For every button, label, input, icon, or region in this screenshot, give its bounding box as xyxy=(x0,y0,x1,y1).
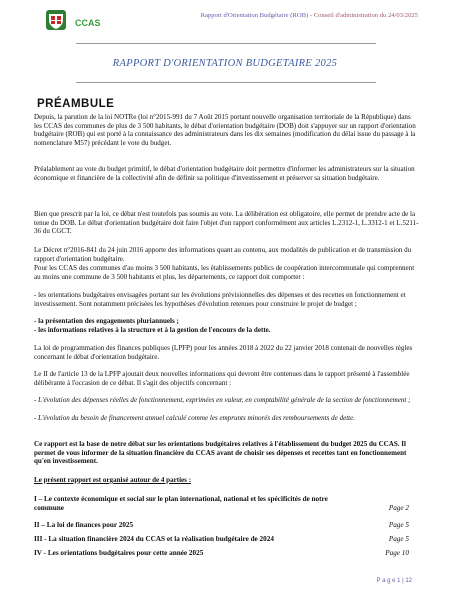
toc-page: Page 5 xyxy=(388,521,409,529)
doc-label: Rapport d'Orientation Budgétaire (ROB) xyxy=(200,12,309,19)
list-item-2: - L'évolution du besoin de financement annuel calculé comme les emprunts minorés des remboursements de dette. xyxy=(34,414,356,422)
title-rule xyxy=(76,82,376,83)
paragraph-7: Le II de l'article 13 de la LPFP ajoutait deux nouvelles informations qui devront être contenues dans le rapport présenté à l'assemblée délibérante à l'occasion de ce débat. Il s'agit des objectifs concernant : xyxy=(34,370,410,387)
paragraph-1: Depuis, la parution de la loi NOTRe (loi n°2015-991 du 7 Août 2015 portant nouvelle organisation territoriale de la République) dans les CCAS des communes de plus de 3 500 habitants, le débat d'orientation budgétaire (DOB) doit s'appuyer sur un rapport d'orientation budgétaire (ROB) qui est porté à la connaissance des administrateurs dans les dix semaines (modification du délai issue du passage à la nomenclature M57) précédant le vote du budget. xyxy=(34,113,416,147)
toc-row xyxy=(34,535,409,544)
page-header xyxy=(38,8,418,34)
toc-row xyxy=(34,495,409,512)
logo-text: CCAS xyxy=(75,18,101,28)
paragraph-4: Le Décret n°2016-841 du 24 juin 2016 apporte des informations quant au contenu, aux modalités de publication et de transmission du rapport d'orientation budgétaire. xyxy=(34,246,412,263)
paragraph-5c: - les informations relatives à la structure et à la gestion de l'encours de la dette. xyxy=(34,326,271,334)
paragraph-5b: - la présentation des engagements pluriannuels ; xyxy=(34,317,179,325)
paragraph-8: Ce rapport est la base de notre débat sur les orientations budgétaires relatives à l'établissement du budget 2025 du CCAS. Il permet de vous informer de la situation financière du CCAS avant de choisir ses dépenses et recettes tant en fonctionnement qu'en investissement. xyxy=(34,440,407,466)
paragraph-6: La loi de programmation des finances publiques (LPFP) pour les années 2018 à 2022 du 22 janvier 2018 contenait de nouvelles règles concernant le débat d'orientation budgétaire. xyxy=(34,344,413,361)
toc-label: II – La loi de finances pour 2025 xyxy=(34,521,134,529)
toc-row xyxy=(34,549,409,558)
toc-intro: Le présent rapport est organisé autour de 4 parties : xyxy=(34,476,192,484)
toc-row xyxy=(34,521,409,530)
section-heading: PRÉAMBULE xyxy=(37,98,115,110)
toc-label: IV - Les orientations budgétaires pour cette année 2025 xyxy=(34,549,204,557)
paragraph-5: Pour les CCAS des communes d'au moins 3 500 habitants, les établissements publics de coopération intercommunale qui comprennent au moins une commune de 3 500 habitants et plus, les départements, ce rapport doit comporter : xyxy=(34,264,415,281)
list-item-1: - L'évolution des dépenses réelles de fonctionnement, exprimées en valeur, en comptabilité générale de la section de fonctionnement ; xyxy=(34,396,411,404)
paragraph-5a: - les orientations budgétaires envisagées portant sur les évolutions prévisionnelles des dépenses et des recettes en fonctionnement et investissement. Sont notamment précisées les hypothèses d'évolution retenues pour construire le projet de budget ; xyxy=(34,291,406,308)
ccas-logo-icon xyxy=(44,8,68,32)
toc-label: III - La situation financière 2024 du CCAS et la réalisation budgétaire de 2024 xyxy=(34,535,274,543)
paragraph-3: Bien que prescrit par la loi, ce débat n'est toutefois pas soumis au vote. La délibération est obligatoire, elle permet de prendre acte de la tenue du DOB. Le débat d'orientation budgétaire doit faire l'objet d'un rapport conformément aux articles L.2312-1, L.3312-1 et L.5211-36 du CGCT. xyxy=(34,210,419,236)
conseil-label: Conseil d'administration du 24/03/2025 xyxy=(313,12,418,19)
page-title: RAPPORT D'ORIENTATION BUDGETAIRE 2025 xyxy=(112,58,338,69)
header-separator: - xyxy=(308,12,314,19)
header-rule xyxy=(76,43,376,44)
header-document-label xyxy=(201,12,418,19)
toc-page: Page 2 xyxy=(388,504,409,512)
paragraph-2: Préalablement au vote du budget primitif, le débat d'orientation budgétaire doit permettre d'informer les administrateurs sur la situation économique et financière de la collectivité afin de définir sa politique d'investissement et préserver sa situation budgétaire. xyxy=(34,165,415,182)
toc-page: Page 10 xyxy=(385,549,409,557)
page-footer: P a g e 1 | 12 xyxy=(376,578,412,584)
toc-label: I – Le contexte économique et social sur le plan international, national et les spécificités de notre commune xyxy=(34,495,328,512)
toc-page: Page 5 xyxy=(388,535,409,543)
